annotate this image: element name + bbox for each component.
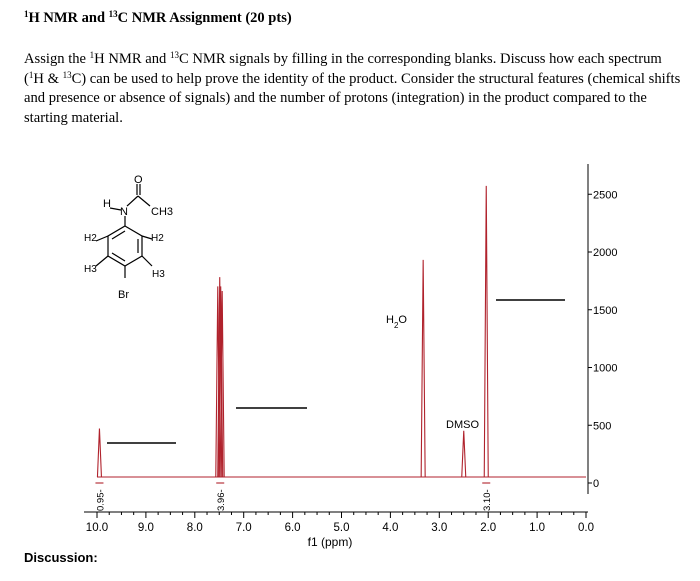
y-tick-label: 2500 bbox=[593, 189, 618, 202]
h2-left-label: H2 bbox=[84, 233, 97, 244]
heading-text-c-nmr: C NMR Assignment (20 pts) bbox=[117, 10, 292, 26]
discussion-label: Discussion: bbox=[24, 550, 98, 565]
x-tick-label: 3.0 bbox=[431, 522, 448, 534]
heading-superscript-1: 1 bbox=[24, 9, 29, 20]
h2-right-label: H2 bbox=[151, 233, 164, 244]
y-tick-label: 2000 bbox=[593, 247, 618, 259]
x-tick-label: 4.0 bbox=[382, 522, 399, 534]
carbonyl-methyl-bond bbox=[138, 196, 150, 206]
oxygen-label: O bbox=[134, 174, 143, 186]
integration-value: 3.96- bbox=[216, 489, 228, 511]
integration-marks bbox=[95, 483, 493, 511]
h3-left-bond bbox=[96, 256, 108, 266]
nitrogen-label: N bbox=[120, 206, 128, 218]
x-tick-label: 10.0 bbox=[85, 522, 109, 534]
heading-text-h-nmr: H NMR and bbox=[28, 10, 109, 26]
instructions-sup-13b: 13 bbox=[62, 69, 72, 80]
x-tick-label: 2.0 bbox=[480, 522, 497, 534]
h2-left-bond bbox=[96, 236, 108, 241]
x-axis-label: f1 (ppm) bbox=[307, 535, 353, 549]
integration-value: 3.10- bbox=[482, 489, 494, 511]
water-label-h: H bbox=[386, 314, 394, 326]
y-tick-label: 1000 bbox=[593, 362, 618, 375]
amide-h-label: H bbox=[103, 198, 111, 210]
x-tick-label: 5.0 bbox=[333, 522, 350, 534]
heading-superscript-13: 13 bbox=[108, 9, 118, 20]
n-carbonyl-bond bbox=[127, 196, 138, 206]
instructions-sup-13a: 13 bbox=[169, 50, 179, 61]
x-tick-label: 7.0 bbox=[235, 522, 252, 534]
peak-ch3 bbox=[484, 186, 488, 477]
x-tick-label: 6.0 bbox=[284, 522, 301, 534]
y-tick-label: 500 bbox=[593, 420, 612, 433]
instructions-part-4: H & bbox=[33, 70, 63, 87]
methyl-label: CH3 bbox=[151, 206, 174, 218]
y-tick-label: 1500 bbox=[593, 304, 618, 317]
x-tick-label: 8.0 bbox=[186, 522, 203, 534]
h3-right-label: H3 bbox=[152, 269, 165, 280]
y-tick-label: 0 bbox=[593, 478, 600, 490]
h3-right-bond bbox=[142, 256, 152, 266]
water-label-o: O bbox=[398, 314, 407, 326]
h3-left-label: H3 bbox=[84, 264, 97, 275]
y-axis-ticks bbox=[588, 189, 617, 490]
instructions-sup-1b: 1 bbox=[28, 69, 34, 80]
water-peak-label bbox=[386, 314, 407, 330]
peak-nh bbox=[97, 428, 101, 477]
instructions-sup-1a: 1 bbox=[89, 50, 95, 61]
x-axis-ticks bbox=[86, 512, 594, 534]
instructions-part-2: H NMR and bbox=[94, 51, 170, 67]
peak-h2o bbox=[421, 260, 425, 477]
dmso-peak-label: DMSO bbox=[446, 419, 479, 431]
water-label-subscript: 2 bbox=[393, 320, 399, 330]
peak-dmso bbox=[462, 431, 466, 477]
bromine-label: Br bbox=[118, 289, 129, 301]
integration-value: 0.95- bbox=[95, 489, 107, 511]
x-tick-label: 0.0 bbox=[578, 522, 594, 534]
instructions-part-1: Assign the bbox=[24, 51, 90, 67]
x-tick-label: 1.0 bbox=[529, 522, 546, 534]
instructions-part-3: C NMR signals by filling in the corresponding blanks. Discuss how each spectrum ( bbox=[24, 51, 662, 87]
molecule-structure bbox=[84, 174, 173, 301]
benzene-ring bbox=[108, 226, 142, 266]
instructions-part-5: C) can be used to help prove the identity of the product. Consider the structural features (chemical shifts and presence or absence of signals) and the number of protons (integration) in the product compared to the starting material. bbox=[24, 70, 681, 126]
x-tick-label: 9.0 bbox=[137, 522, 154, 534]
spectrum-peaks bbox=[97, 186, 488, 477]
